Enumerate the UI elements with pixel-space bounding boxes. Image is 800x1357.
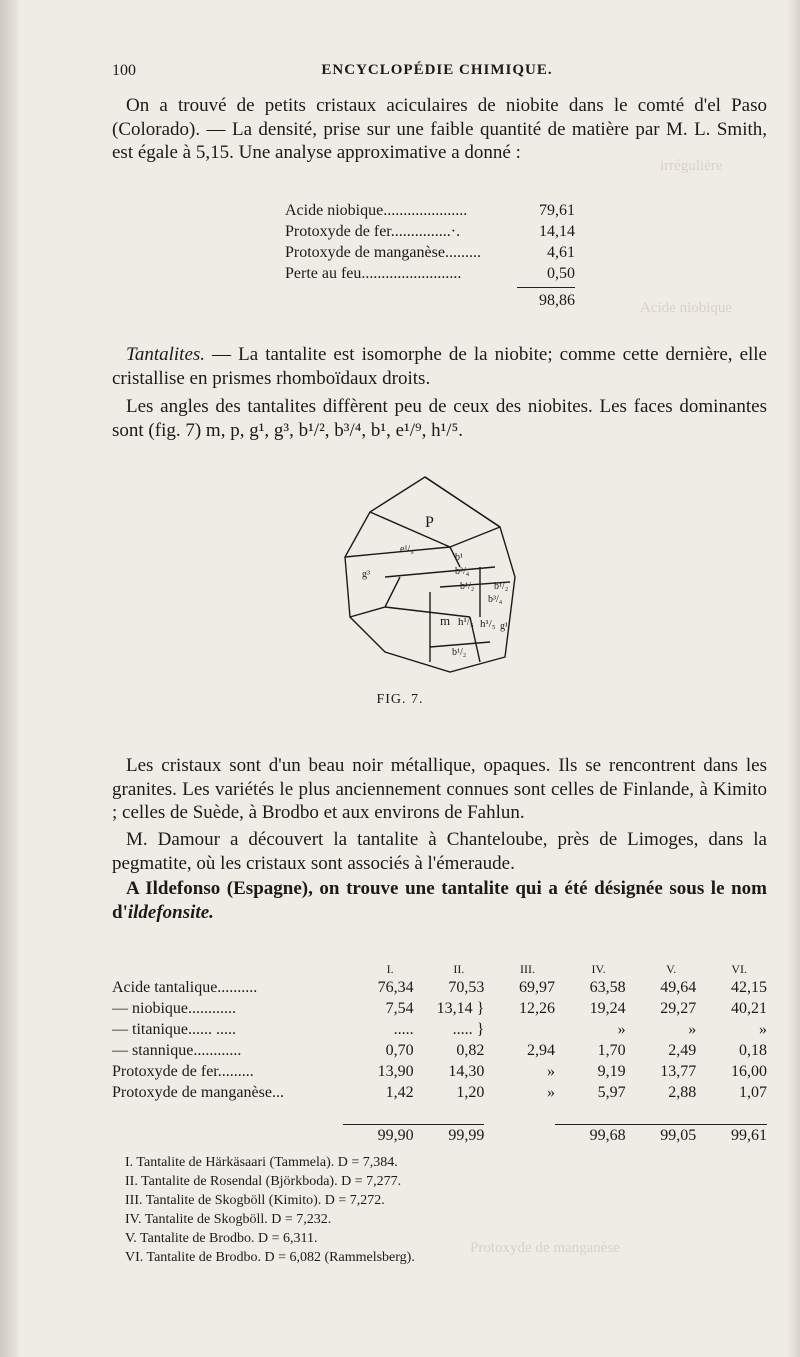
page-number: 100	[112, 62, 136, 79]
analysis-row: Protoxyde de manganèse......... 4,61	[285, 244, 575, 261]
face-label: e¹/₉	[400, 544, 414, 555]
paragraph-tantalites: Tantalites. — La tantalite est isomorphe de la niobite; comme cette dernière, elle cristallise en prismes rhomboïdaux droits.	[112, 344, 767, 389]
tantalite-analyses-table	[112, 961, 767, 1146]
face-label: g³	[362, 569, 370, 580]
face-label: h¹/₅	[458, 616, 474, 628]
face-label: b¹	[455, 552, 463, 563]
show-through-text: irrégulière	[660, 158, 723, 174]
crystal-figure	[330, 467, 580, 677]
face-label: m	[440, 613, 451, 628]
face-label: b¹/₂	[452, 647, 467, 658]
table-row: Protoxyde de fer......... 13,90 14,30 » 9,19 13,77 16,00	[112, 1062, 767, 1080]
figure-caption: FIG. 7.	[376, 692, 424, 707]
table-row: Protoxyde de manganèse... 1,42 1,20 » 5,97 2,88 1,07	[112, 1083, 767, 1101]
paragraph-occurrence: Les cristaux sont d'un beau noir métallique, opaques. Ils se rencontrent dans les granites. Les variétés le plus anciennement connues sont celles de Finlande, à Kimito ; celles de Suède, à Brodbo et aux environs de Fahlun.	[112, 755, 767, 823]
ildefonsite-term: ildefonsite.	[127, 901, 214, 923]
face-label: b³/₄	[455, 566, 470, 577]
table-row: — stannique............ 0,70 0,82 2,94 1,70 2,49 0,18	[112, 1041, 767, 1059]
table-row: — titanique...... ..... ..... ..... } » » »	[112, 1020, 767, 1038]
column-header: I.	[386, 961, 394, 976]
analysis-row: Protoxyde de fer...............·. 14,14	[285, 223, 575, 240]
niobite-analysis	[285, 200, 575, 311]
running-header	[112, 62, 762, 86]
paragraph-niobite-colorado: On a trouvé de petits cristaux aciculaires de niobite dans le comté d'el Paso (Colorado). — La densité, prise sur une faible quantité de matière par M. L. Smith, est égale à 5,15. Une analyse approximative a donné :	[112, 95, 767, 163]
analysis-row: Perte au feu......................... 0,50	[285, 265, 575, 282]
column-header: II.	[453, 961, 465, 976]
table-footnotes	[125, 1153, 415, 1267]
analysis-row: Acide niobique..................... 79,61	[285, 202, 575, 219]
footnote: I. Tantalite de Härkäsaari (Tammela). D = 7,384.	[125, 1155, 398, 1170]
footnote: V. Tantalite de Brodbo. D = 6,311.	[125, 1231, 318, 1246]
paragraph-angles: Les angles des tantalites diffèrent peu de ceux des niobites. Les faces dominantes sont (fig. 7) m, p, g¹, g³, b¹/², b³/⁴, b¹, e¹/⁹, h¹/⁵.	[112, 396, 767, 441]
show-through-text: Protoxyde de manganèse	[470, 1240, 620, 1256]
analysis-total-row	[285, 290, 575, 311]
table-total-row: 99,90 99,99 99,68 99,05 99,61	[112, 1125, 767, 1147]
face-label: b¹/₂	[460, 581, 475, 592]
column-header: V.	[666, 961, 677, 976]
footnote: VI. Tantalite de Brodbo. D = 6,082 (Rammelsberg).	[125, 1250, 415, 1265]
paragraph-ildefonsite: A Ildefonso (Espagne), on trouve une tantalite qui a été désignée sous le nom d'ildefonsite.	[112, 878, 767, 923]
footnote: II. Tantalite de Rosendal (Björkboda). D = 7,277.	[125, 1174, 402, 1189]
column-header: III.	[519, 961, 535, 976]
column-header: VI.	[731, 961, 747, 976]
running-title: ENCYCLOPÉDIE CHIMIQUE.	[321, 62, 553, 78]
analysis-total: 98,86	[539, 292, 575, 309]
footnote: IV. Tantalite de Skogböll. D = 7,232.	[125, 1212, 332, 1227]
page-outer-edge	[788, 0, 800, 1357]
table-row: — niobique............ 7,54 13,14 } 12,26 19,24 29,27 40,21	[112, 999, 767, 1017]
section-title: Tantalites.	[126, 344, 206, 365]
face-label: P	[425, 514, 434, 531]
column-header: IV.	[591, 961, 606, 976]
page-binding-edge	[0, 0, 18, 1357]
show-through-text: Acide niobique	[640, 300, 733, 316]
face-label: b³/₄	[488, 594, 503, 605]
paragraph-damour: M. Damour a découvert la tantalite à Chanteloube, près de Limoges, dans la pegmatite, où les cristaux sont associés à l'émeraude.	[112, 829, 767, 874]
sum-rule	[517, 287, 575, 288]
face-label: g¹	[500, 621, 508, 632]
face-label: b¹/₂	[494, 581, 509, 592]
footnote: III. Tantalite de Skogböll (Kimito). D = 7,272.	[125, 1193, 385, 1208]
face-label: h¹/₅	[480, 618, 496, 630]
table-header-row	[112, 961, 767, 977]
table-row: Acide tantalique.......... 76,34 70,53 69,97 63,58 49,64 42,15	[112, 978, 767, 996]
